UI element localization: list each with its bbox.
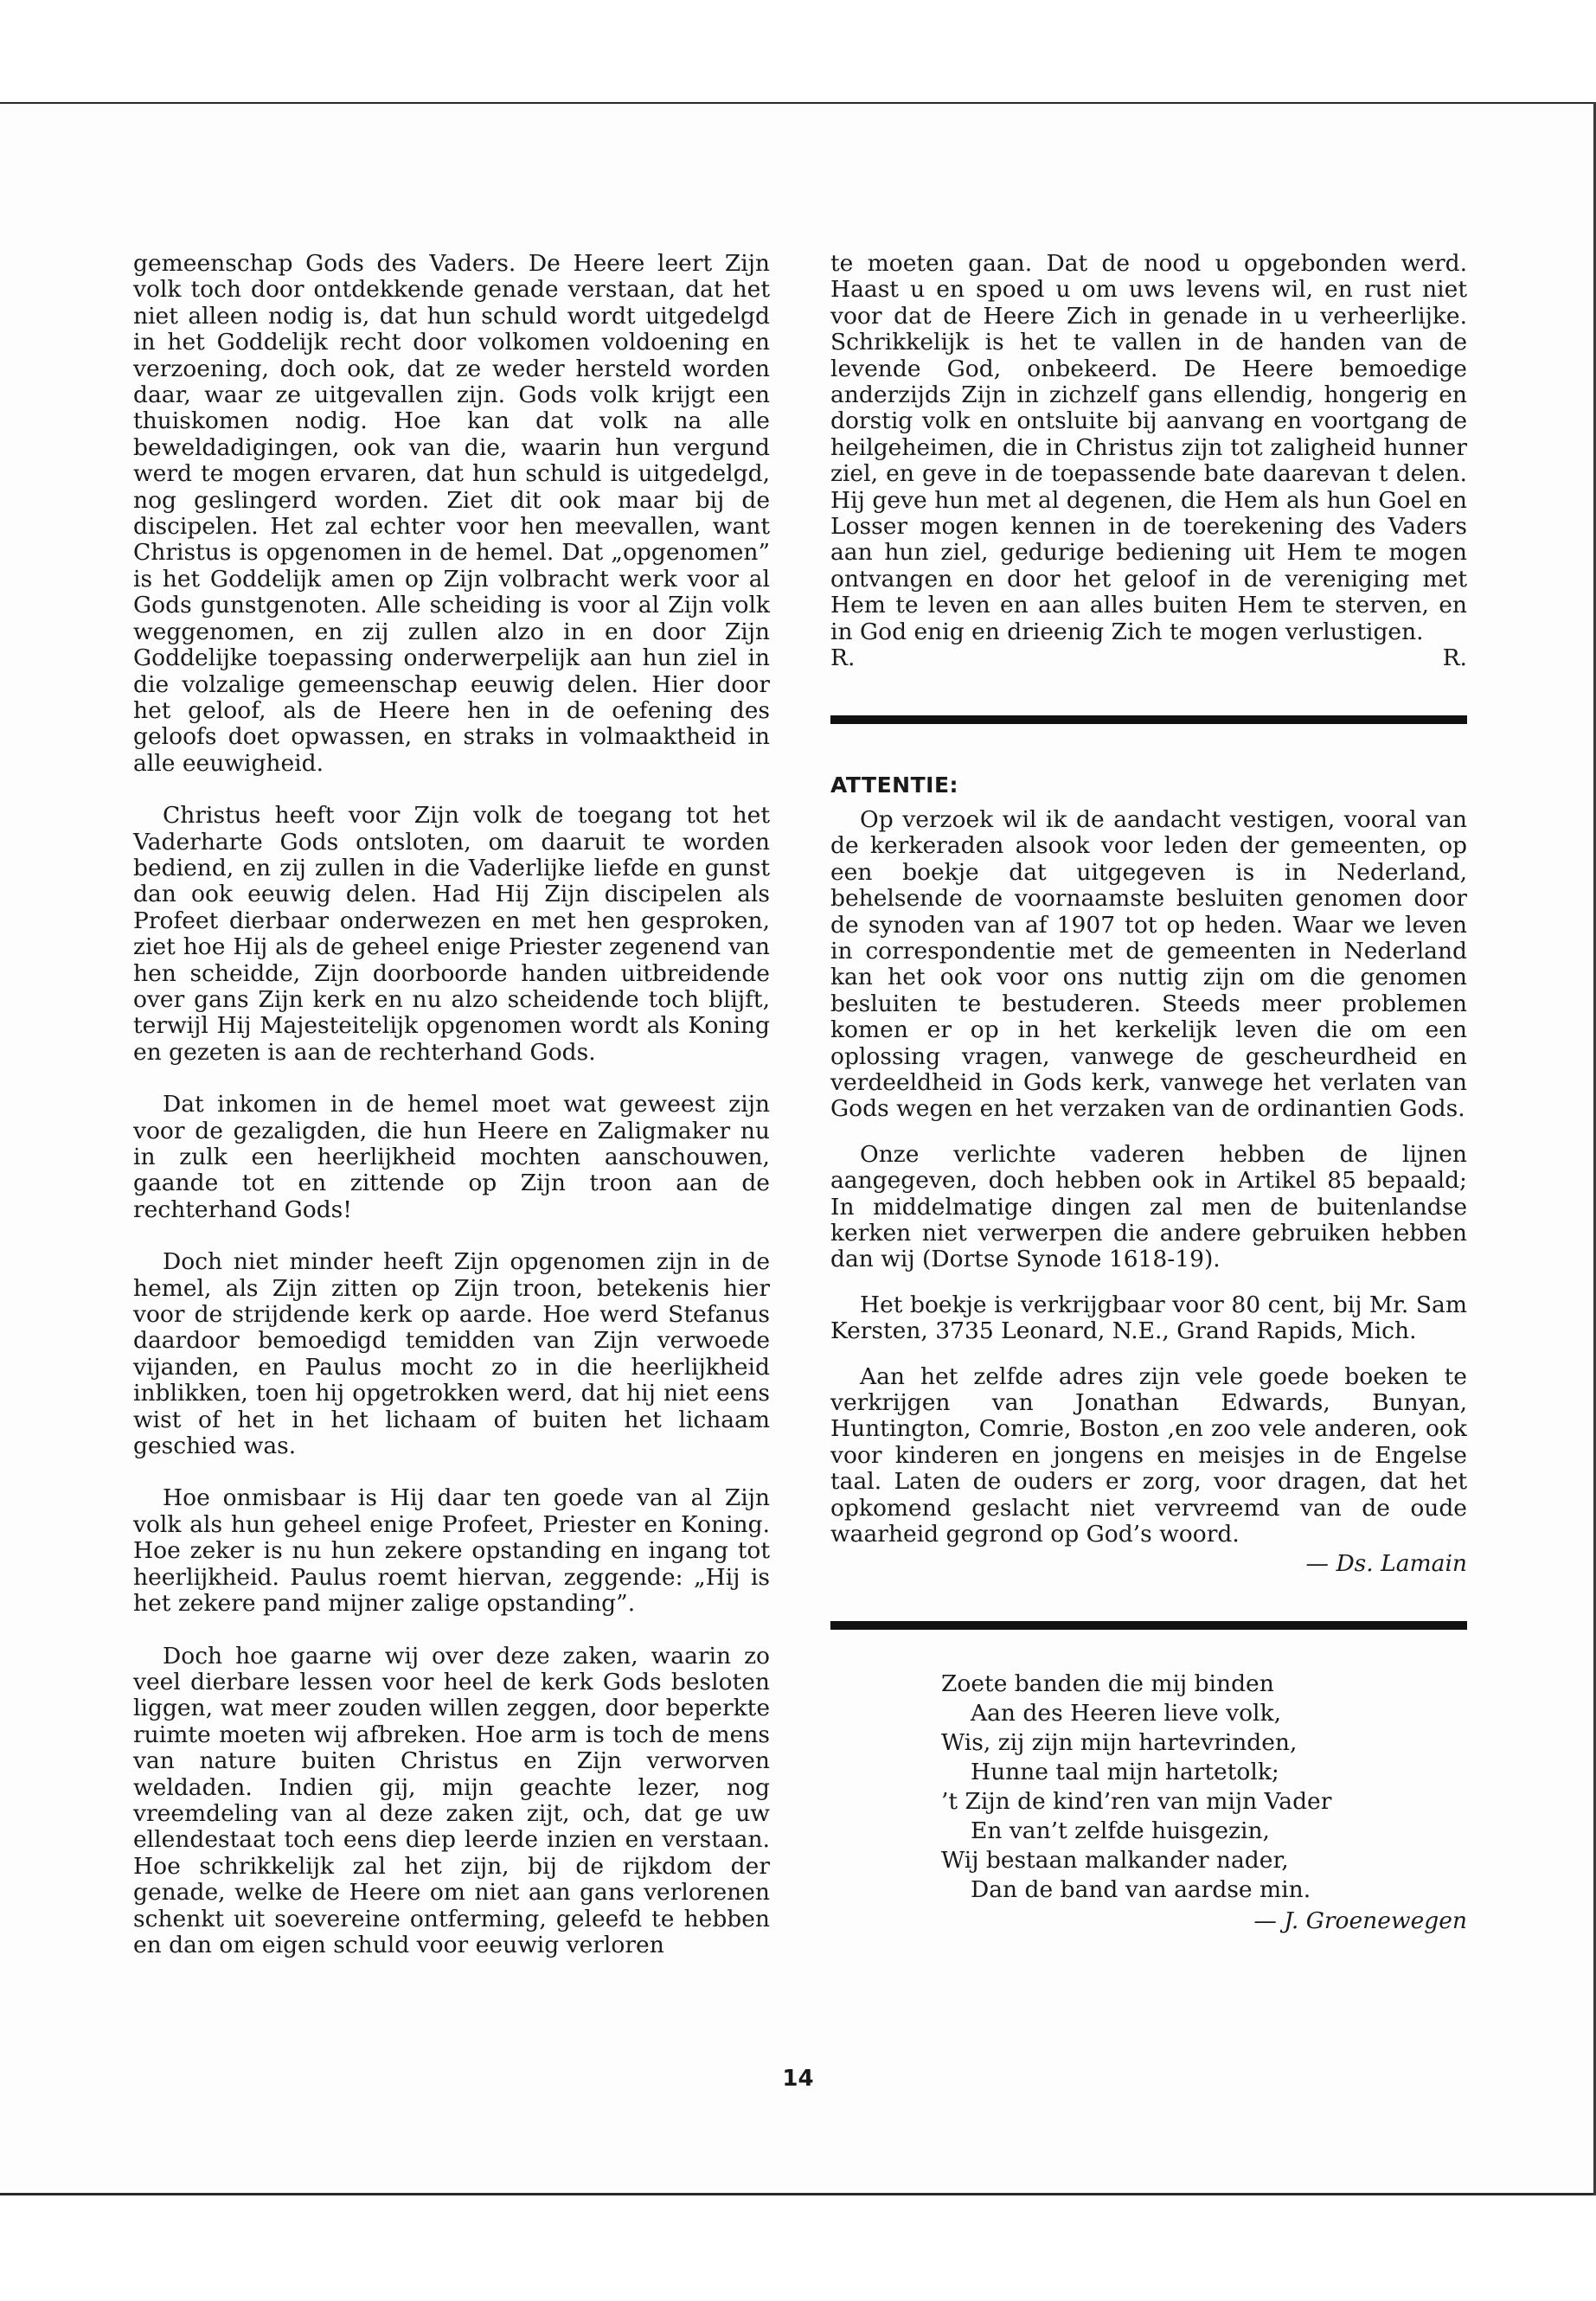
left-column	[133, 251, 770, 1958]
poem-line: En van’t zelfde huisgezin,	[971, 1817, 1270, 1844]
paragraph: Hoe onmisbaar is Hij daar ten goede van al Zijn volk als hun geheel enige Profeet, Priester en Koning. Hoe zeker is nu hun zekere opstanding en ingang tot heerlijkheid. Paulus roemt hiervan, zeggende: „Hij is het zekere pand mijner zalige opstanding”.	[133, 1484, 770, 1618]
right-column	[830, 251, 1467, 1936]
poem	[830, 1670, 1467, 1936]
section-title: ATTENTIE:	[830, 772, 959, 798]
section-divider	[830, 715, 1467, 724]
poem-line: Aan des Heeren lieve volk,	[971, 1699, 1282, 1727]
paragraph: Aan het zelfde adres zijn vele goede boeken te verkrijgen van Jonathan Edwards, Bunyan, Huntington, Comrie, Boston ,en zoo vele anderen, ook voor kinderen en jongens en meisjes in de Engelse taal. Laten de ouders er zorg, voor dragen, dat het opkomend geslacht niet vervreemd van de oude waarheid gegrond op God’s woord.	[830, 1362, 1467, 1548]
poem-line: Zoete banden die mij binden	[941, 1670, 1274, 1697]
section-divider	[830, 1621, 1467, 1630]
poem-line: Dan de band van aardse min.	[971, 1875, 1311, 1903]
poem-line: ’t Zijn de kind’ren van mijn Vader	[941, 1787, 1332, 1815]
poem-line: Wij bestaan malkander nader,	[941, 1846, 1289, 1874]
paragraph: gemeenschap Gods des Vaders. De Heere leert Zijn volk toch door ontdekkende genade verstaan, dat het niet alleen nodig is, dat hun schuld wordt uitgedelgd in het Goddelijk recht door volkomen voldoening en verzoening, doch ook, dat ze weder hersteld worden daar, waar ze uitgevallen zijn. Gods volk krijgt een thuiskomen nodig. Hoe kan dat volk na alle beweldadigingen, ook van die, waarin hun vergund werd te mogen ervaren, dat hun schuld is uitgedelgd, nog geslingerd worden. Ziet dit ook maar bij de discipelen. Het zal echter voor hen meevallen, want Christus is opgenomen in de hemel. Dat „opgenomen” is het Goddelijk amen op Zijn volbracht werk voor al Gods gunstgenoten. Alle scheiding is voor al Zijn volk weggenomen, en zij zullen alzo in en door Zijn Goddelijke toepassing onderwerpelijk aan hun ziel in die volzalige gemeenschap eeuwig delen. Hier door het geloof, als de Heere hen in de oefening des geloofs doet opwassen, en straks in volmaaktheid in alle eeuwigheid.	[133, 250, 770, 777]
paragraph: Doch niet minder heeft Zijn opgenomen zijn in de hemel, als Zijn zitten op Zijn troon, betekenis hier voor de strijdende kerk op aarde. Hoe werd Stefanus daardoor bemoedigd temidden van Zijn verwoede vijanden, en Paulus mocht zo in die heerlijkheid inblikken, toen hij opgetrokken werd, dat hij niet eens wist of het in het lichaam of buiten het lichaam geschied was.	[133, 1248, 770, 1460]
signoff-initial-left: R.	[830, 644, 856, 672]
signoff-initial-right: R.	[1442, 644, 1467, 672]
paragraph-continuation: te moeten gaan. Dat de nood u opgebonden werd. Haast u en spoed u om uws levens wil, en rust niet voor dat de Heere Zich in genade in u verheerlijke. Schrikkelijk is het te vallen in de handen van de levende God, onbekeerd. De Heere bemoedige anderzijds Zijn in zichzelf gans ellendig, hongerig en dorstig volk en ontsluite bij aanvang en voortgang de heilgeheimen, die in Christus zijn tot zaligheid hunner ziel, en geve in de toepassende bate daarevan t delen. Hij geve hun met al degenen, die Hem als hun Goel en Losser mogen kennen in de toerekening des Vaders aan hun ziel, gedurige bediening uit Hem te mogen ontvangen en door het geloof in de vereniging met Hem te leven en aan alles buiten Hem te sterven, en in God enig en drieenig Zich te mogen verlustigen.	[830, 250, 1467, 645]
poem-author: — J. Groenewegen	[1253, 1907, 1467, 1934]
poem-line: Wis, zij zijn mijn hartevrinden,	[941, 1728, 1298, 1756]
poem-line: Hunne taal mijn hartetolk;	[971, 1758, 1279, 1785]
paragraph: Het boekje is verkrijgbaar voor 80 cent, bij Mr. Sam Kersten, 3735 Leonard, N.E., Grand Rapids, Mich.	[830, 1291, 1467, 1345]
page-number: 14	[782, 2066, 814, 2092]
paragraph: Op verzoek wil ik de aandacht vestigen, vooral van de kerkeraden alsook voor leden der gemeenten, op een boekje dat uitgegeven is in Nederland, behelsende de voornaamste besluiten genomen door de synoden van af 1907 tot op heden. Waar we leven in correspondentie met de gemeenten in Nederland kan het ook voor ons nuttig zijn om die genomen besluiten te bestuderen. Steeds meer problemen komen er op in het kerkelijk leven die om een oplossing vragen, vanwege de gescheurdheid en verdeeldheid in Gods kerk, vanwege het verlaten van Gods wegen en het verzaken van de ordinantien Gods.	[830, 805, 1467, 1123]
paragraph: Christus heeft voor Zijn volk de toegang tot het Vaderharte Gods ontsloten, om daaruit te worden bediend, en zij zullen in die Vaderlijke liefde en gunst dan ook eeuwig delen. Had Hij Zijn discipelen als Profeet dierbaar onderwezen en met hen gesproken, ziet hoe Hij als de geheel enige Priester zegenend van hen scheidde, Zijn doorboorde handen uitbreidende over gans Zijn kerk en nu alzo scheidende toch blijft, terwijl Hij Majesteitelijk opgenomen wordt als Koning en gezeten is aan de rechterhand Gods.	[133, 802, 770, 1066]
paragraph: Dat inkomen in de hemel moet wat geweest zijn voor de gezaligden, die hun Heere en Zaligmaker nu in zulk een heerlijkheid mochten aanschouwen, gaande tot en zittende op Zijn troon aan de rechterhand Gods!	[133, 1091, 770, 1223]
signoff	[830, 645, 1467, 671]
article-author: — Ds. Lamain	[1305, 1550, 1467, 1578]
paragraph: Doch hoe gaarne wij over deze zaken, waarin zo veel dierbare lessen voor heel de kerk Gods besloten liggen, wat meer zouden willen zeggen, door beperkte ruimte moeten wij afbreken. Hoe arm is toch de mens van nature buiten Christus en Zijn verworven weldaden. Indien gij, mijn geachte lezer, nog vreemdeling van al deze zaken zijt, och, dat ge uw ellendestaat toch eens diep leerde inzien en verstaan. Hoe schrikkelijk zal het zijn, bij de rijkdom der genade, welke de Heere om niet aan gans verlorenen schenkt uit soevereine ontferming, geleefd te hebben en dan om eigen schuld voor eeuwig verloren	[133, 1642, 770, 1958]
paragraph: Onze verlichte vaderen hebben de lijnen aangegeven, doch hebben ook in Artikel 85 bepaald; In middelmatige dingen zal men de buitenlandse kerken niet verwerpen die andere gebruiken hebben dan wij (Dortse Synode 1618-19).	[830, 1140, 1467, 1273]
